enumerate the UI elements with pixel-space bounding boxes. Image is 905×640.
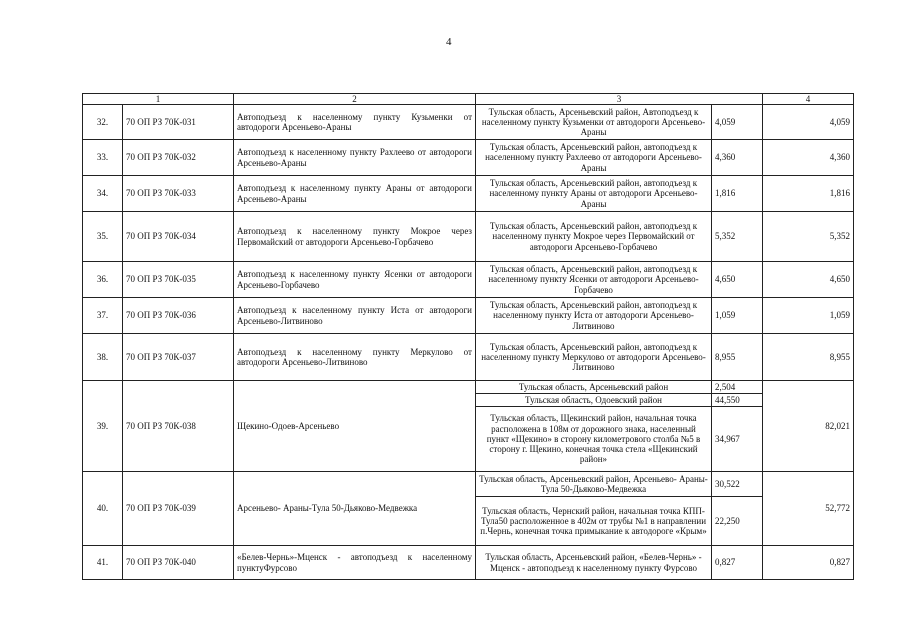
segment-length: 4,650: [712, 262, 763, 298]
total-length: 4,650: [763, 262, 854, 298]
road-code: 70 ОП РЗ 70К-037: [123, 334, 234, 381]
road-name: Автоподъезд к населенному пункту Иста от автодороги Арсеньево-Литвиново: [234, 298, 476, 334]
road-name: Автоподъезд к населенному пункту Ясенки от автодороги Арсеньево-Горбачево: [234, 262, 476, 298]
row-number: 37.: [83, 298, 123, 334]
road-name: Автоподъезд к населенному пункту Кузьменки от автодороги Арсеньево-Араны: [234, 105, 476, 140]
total-length: 1,059: [763, 298, 854, 334]
header-col-1: 1: [83, 94, 234, 105]
segment-length: 1,059: [712, 298, 763, 334]
road-location: Тульская область, Арсеньевский район, автоподъезд к населенному пункту Араны от автодороги Арсеньево-Араны: [476, 176, 712, 212]
segment-location: Тульская область, Арсеньевский район: [476, 381, 712, 394]
segment-location: Тульская область, Щекинский район, начальная точка расположена в 108м от дорожного знака, населенный пункт «Щекино» в сторону километрового столба №5 в сторону г. Щекино, конечная точка стела «Щекинский район»: [476, 407, 712, 472]
row-number: 38.: [83, 334, 123, 381]
row-number: 35.: [83, 212, 123, 262]
row-number: 40.: [83, 472, 123, 546]
road-location: Тульская область, Арсеньевский район, автоподъезд к населенному пункту Меркулово от автодороги Арсеньево-Литвиново: [476, 334, 712, 381]
road-code: 70 ОП РЗ 70К-033: [123, 176, 234, 212]
header-row: [83, 94, 854, 105]
row-number: 34.: [83, 176, 123, 212]
road-location: Тульская область, Арсеньевский район, Автоподъезд к населенному пункту Кузьменки от автодороги Арсеньево-Араны: [476, 105, 712, 140]
segment-length: 2,504: [712, 381, 763, 394]
table-row: [83, 381, 854, 394]
header-col-2: 2: [234, 94, 476, 105]
row-number: 32.: [83, 105, 123, 140]
road-name: Автоподъезд к населенному пункту Рахлеево от автодороги Арсеньево-Араны: [234, 140, 476, 176]
table-row: [83, 262, 854, 298]
segment-length: 0,827: [712, 546, 763, 580]
segment-location: Тульская область, Чернский район, начальная точка КПП-Тула50 расположенное в 402м от трубы №1 в направлении п.Чернь, конечная точка примыкание к автодороге «Крым»: [476, 497, 712, 546]
total-length: 1,816: [763, 176, 854, 212]
road-name: Автоподъезд к населенному пункту Меркулово от автодороги Арсеньево-Литвиново: [234, 334, 476, 381]
road-code: 70 ОП РЗ 70К-035: [123, 262, 234, 298]
table-row: [83, 105, 854, 140]
table-row: [83, 140, 854, 176]
segment-length: 4,360: [712, 140, 763, 176]
road-code: 70 ОП РЗ 70К-032: [123, 140, 234, 176]
row-number: 36.: [83, 262, 123, 298]
road-name: «Белев-Чернь»-Мценск - автоподъезд к населенному пунктуФурсово: [234, 546, 476, 580]
segment-length: 22,250: [712, 497, 763, 546]
segment-length: 30,522: [712, 472, 763, 497]
road-location: Тульская область, Арсеньевский район, автоподъезд к населенному пункту Мокрое через Первомайский от автодороги Арсеньево-Горбачево: [476, 212, 712, 262]
table-row: [83, 472, 854, 497]
table-row: [83, 546, 854, 580]
total-length: 0,827: [763, 546, 854, 580]
road-location: Тульская область, Арсеньевский район, автоподъезд к населенному пункту Рахлеево от автодороги Арсеньево-Араны: [476, 140, 712, 176]
table-row: [83, 212, 854, 262]
total-length: 8,955: [763, 334, 854, 381]
segment-length: 4,059: [712, 105, 763, 140]
row-number: 33.: [83, 140, 123, 176]
segment-length: 5,352: [712, 212, 763, 262]
road-location: Тульская область, Арсеньевский район, «Белев-Чернь» - Мценск - автоподъезд к населенному пункту Фурсово: [476, 546, 712, 580]
segment-length: 8,955: [712, 334, 763, 381]
row-number: 39.: [83, 381, 123, 472]
road-name: Щекино-Одоев-Арсеньево: [234, 381, 476, 472]
road-code: 70 ОП РЗ 70К-034: [123, 212, 234, 262]
segment-length: 44,550: [712, 394, 763, 407]
road-code: 70 ОП РЗ 70К-036: [123, 298, 234, 334]
road-code: 70 ОП РЗ 70К-038: [123, 381, 234, 472]
segment-length: 1,816: [712, 176, 763, 212]
road-name: Автоподъезд к населенному пункту Мокрое через Первомайский от автодороги Арсеньево-Горбачево: [234, 212, 476, 262]
page-number: 4: [446, 36, 452, 48]
segment-length: 34,967: [712, 407, 763, 472]
road-name: Арсеньево- Араны-Тула 50-Дьяково-Медвежка: [234, 472, 476, 546]
total-length: 82,021: [763, 381, 854, 472]
road-location: Тульская область, Арсеньевский район, автоподъезд к населенному пункту Иста от автодороги Арсеньево-Литвиново: [476, 298, 712, 334]
road-code: 70 ОП РЗ 70К-039: [123, 472, 234, 546]
segment-location: Тульская область, Одоевский район: [476, 394, 712, 407]
road-code: 70 ОП РЗ 70К-040: [123, 546, 234, 580]
road-location: Тульская область, Арсеньевский район, автоподъезд к населенному пункту Ясенки от автодороги Арсеньево-Горбачево: [476, 262, 712, 298]
header-col-4: 4: [763, 94, 854, 105]
table-row: [83, 176, 854, 212]
header-col-3: 3: [476, 94, 763, 105]
total-length: 4,059: [763, 105, 854, 140]
road-name: Автоподъезд к населенному пункту Араны от автодороги Арсеньево-Араны: [234, 176, 476, 212]
total-length: 5,352: [763, 212, 854, 262]
table-row: [83, 298, 854, 334]
segment-location: Тульская область, Арсеньевский район, Арсеньево- Араны-Тула 50-Дьяково-Медвежка: [476, 472, 712, 497]
total-length: 52,772: [763, 472, 854, 546]
table-row: [83, 334, 854, 381]
road-code: 70 ОП РЗ 70К-031: [123, 105, 234, 140]
road-register-table: [82, 93, 854, 580]
total-length: 4,360: [763, 140, 854, 176]
row-number: 41.: [83, 546, 123, 580]
